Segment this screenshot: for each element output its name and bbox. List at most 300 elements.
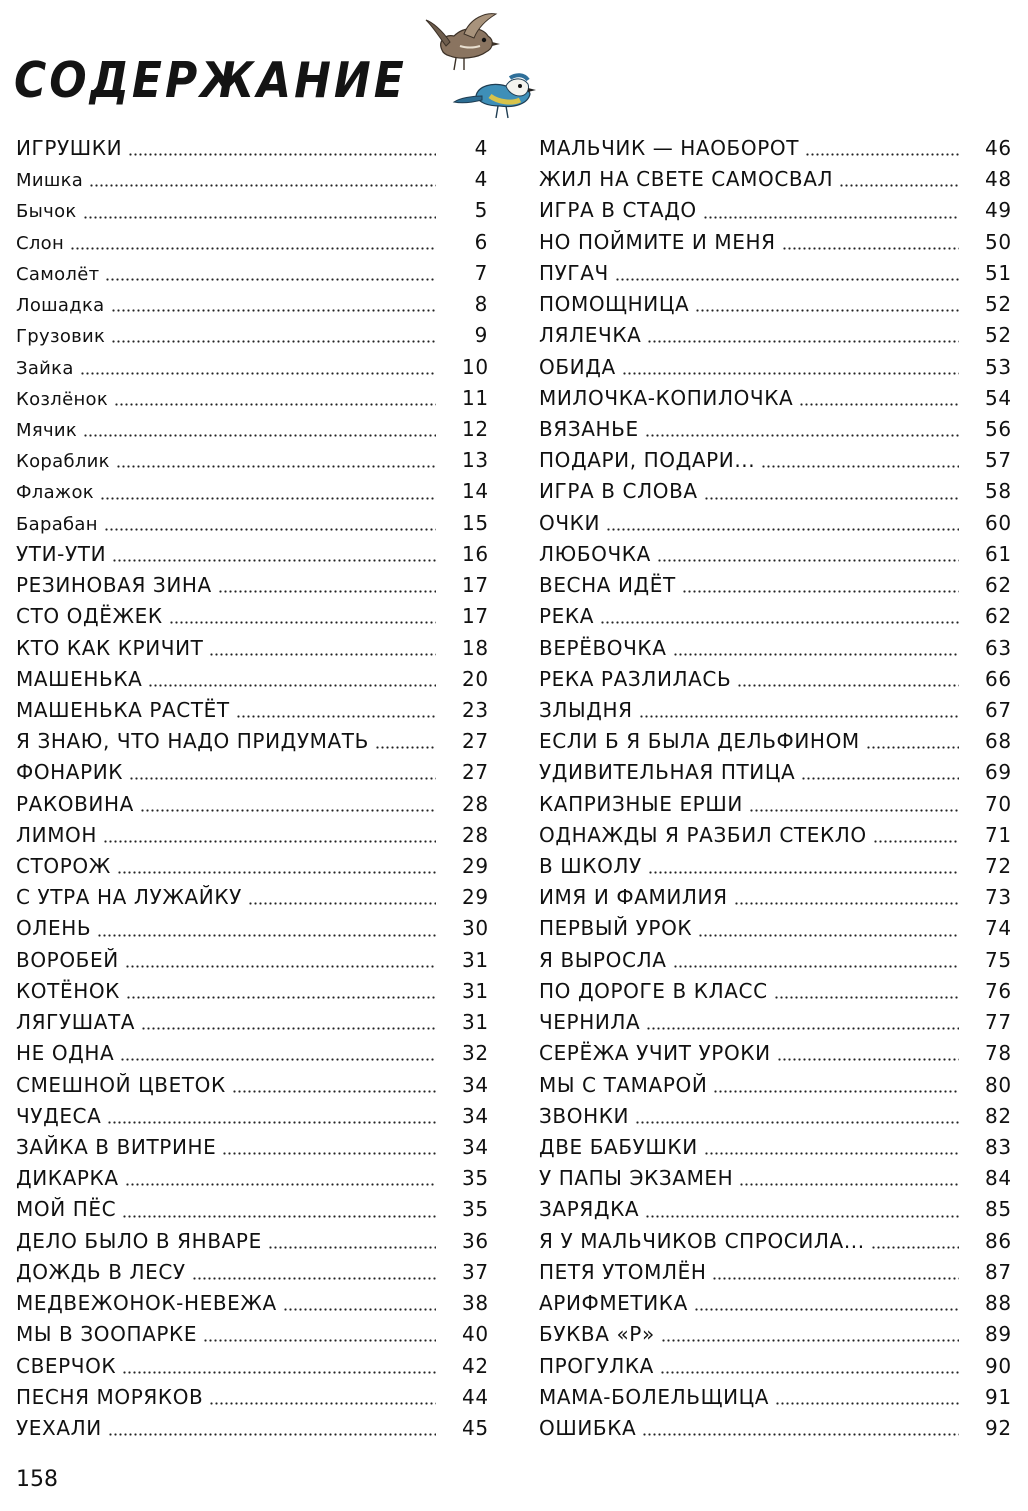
toc-dot-leader bbox=[218, 590, 436, 593]
toc-entry-title: РАКОВИНА bbox=[16, 791, 134, 816]
toc-dot-leader bbox=[89, 184, 436, 187]
toc-entry-title: РЕЗИНОВАЯ ЗИНА bbox=[16, 573, 212, 598]
toc-entry-page: 86 bbox=[985, 1228, 1012, 1253]
toc-entry bbox=[16, 1351, 488, 1382]
toc-dot-leader bbox=[866, 746, 959, 749]
toc-entry bbox=[16, 289, 488, 320]
toc-entry-title: Бычок bbox=[16, 201, 77, 223]
toc-entry-title: МАМА-БОЛЕЛЬЩИЦА bbox=[539, 1384, 770, 1409]
toc-entry-page: 77 bbox=[985, 1010, 1012, 1035]
toc-entry-title: ИГРУШКИ bbox=[16, 136, 123, 160]
toc-dot-leader bbox=[873, 840, 959, 843]
toc-entry-page: 6 bbox=[474, 229, 488, 254]
toc-dot-leader bbox=[704, 497, 959, 500]
toc-dot-leader bbox=[141, 1027, 436, 1030]
toc-entry-title: МЫ С ТАМАРОЙ bbox=[539, 1072, 708, 1097]
toc-entry bbox=[16, 1382, 488, 1413]
toc-entry-title: ВЯЗАНЬЕ bbox=[539, 416, 639, 441]
toc-entry-title: Лошадка bbox=[16, 295, 105, 317]
toc-entry-page: 16 bbox=[462, 541, 489, 566]
toc-entry-title: ЛЮБОЧКА bbox=[539, 541, 651, 566]
toc-dot-leader bbox=[871, 1246, 959, 1249]
toc-entry-title: ОЧКИ bbox=[539, 510, 601, 535]
toc-entry bbox=[16, 820, 488, 851]
toc-entry bbox=[16, 508, 488, 539]
toc-entry-title: ДОЖДЬ В ЛЕСУ bbox=[16, 1259, 186, 1284]
toc-entry-page: 62 bbox=[985, 604, 1012, 629]
toc-entry-title: Барабан bbox=[16, 513, 98, 535]
toc-dot-leader bbox=[660, 1371, 959, 1374]
toc-entry-page: 50 bbox=[985, 229, 1012, 254]
toc-entry-title: СВЕРЧОК bbox=[16, 1353, 117, 1378]
toc-entry bbox=[16, 976, 488, 1007]
toc-entry-page: 42 bbox=[462, 1353, 489, 1378]
toc-dot-leader bbox=[126, 996, 436, 999]
toc-entry-page: 78 bbox=[985, 1041, 1012, 1066]
toc-dot-leader bbox=[622, 372, 959, 375]
toc-entry bbox=[539, 664, 1011, 695]
toc-entry bbox=[539, 726, 1011, 757]
toc-entry bbox=[16, 476, 488, 507]
toc-dot-leader bbox=[639, 715, 959, 718]
toc-entry bbox=[539, 633, 1011, 664]
toc-dot-leader bbox=[192, 1277, 436, 1280]
toc-dot-leader bbox=[112, 559, 436, 562]
toc-entry-page: 29 bbox=[462, 854, 489, 879]
toc-dot-leader bbox=[645, 1215, 959, 1218]
toc-entry bbox=[16, 789, 488, 820]
toc-entry-title: ВЕРЁВОЧКА bbox=[539, 635, 667, 660]
toc-entry-title: Зайка bbox=[16, 357, 74, 379]
toc-entry-title: Слон bbox=[16, 232, 65, 254]
toc-entry-title: ДВЕ БАБУШКИ bbox=[539, 1135, 698, 1159]
toc-entry-page: 31 bbox=[462, 1010, 489, 1035]
toc-entry bbox=[539, 320, 1011, 351]
toc-entry-page: 70 bbox=[985, 791, 1012, 816]
blue-tit-illustration bbox=[454, 75, 536, 118]
toc-dot-leader bbox=[105, 278, 436, 281]
toc-entry bbox=[16, 757, 488, 788]
toc-entry-page: 58 bbox=[985, 479, 1012, 504]
toc-entry bbox=[539, 133, 1011, 164]
toc-entry-page: 5 bbox=[474, 198, 488, 223]
toc-entry-page: 49 bbox=[985, 198, 1012, 223]
toc-dot-leader bbox=[657, 559, 959, 562]
toc-dot-leader bbox=[148, 684, 436, 687]
toc-dot-leader bbox=[600, 621, 959, 624]
toc-entry bbox=[539, 1226, 1011, 1257]
toc-entry bbox=[539, 1007, 1011, 1038]
toc-entry bbox=[539, 164, 1011, 195]
toc-dot-leader bbox=[128, 153, 436, 156]
toc-dot-leader bbox=[713, 1090, 959, 1093]
toc-entry-title: БУКВА «Р» bbox=[539, 1322, 655, 1347]
toc-dot-leader bbox=[97, 934, 436, 937]
toc-dot-leader bbox=[375, 746, 436, 749]
toc-entry-title: ЕСЛИ Б Я БЫЛА ДЕЛЬФИНОМ bbox=[539, 729, 860, 754]
toc-entry bbox=[16, 664, 488, 695]
toc-dot-leader bbox=[116, 465, 436, 468]
toc-dot-leader bbox=[114, 403, 436, 406]
toc-entry bbox=[16, 1132, 488, 1163]
toc-entry bbox=[16, 414, 488, 445]
toc-entry-title: В ШКОЛУ bbox=[539, 854, 642, 879]
toc-dot-leader bbox=[140, 809, 436, 812]
toc-dot-leader bbox=[108, 1433, 436, 1436]
toc-dot-leader bbox=[646, 1027, 959, 1030]
toc-entry bbox=[16, 1007, 488, 1038]
toc-entry bbox=[539, 882, 1011, 913]
toc-dot-leader bbox=[642, 1433, 959, 1436]
toc-entry bbox=[16, 1288, 488, 1319]
toc-entry-page: 62 bbox=[985, 573, 1012, 598]
toc-dot-leader bbox=[761, 465, 959, 468]
toc-entry bbox=[16, 945, 488, 976]
toc-entry-page: 11 bbox=[462, 385, 489, 410]
toc-entry-page: 91 bbox=[985, 1384, 1012, 1409]
toc-entry-title: НО ПОЙМИТЕ И МЕНЯ bbox=[539, 229, 776, 254]
toc-entry-title: ПУГАЧ bbox=[539, 260, 609, 285]
toc-entry bbox=[539, 1163, 1011, 1194]
toc-entry-title: РЕКА bbox=[539, 604, 594, 629]
toc-dot-leader bbox=[122, 1215, 436, 1218]
toc-entry-title: ВЕСНА ИДЁТ bbox=[539, 573, 676, 598]
toc-dot-leader bbox=[236, 715, 436, 718]
toc-entry-title: ЗЛЫДНЯ bbox=[539, 697, 633, 722]
toc-entry-title: ПОДАРИ, ПОДАРИ... bbox=[539, 448, 756, 473]
toc-dot-leader bbox=[103, 840, 436, 843]
toc-entry-title: Я У МАЛЬЧИКОВ СПРОСИЛА... bbox=[539, 1228, 865, 1253]
toc-dot-leader bbox=[107, 1121, 436, 1124]
toc-entry bbox=[539, 789, 1011, 820]
toc-entry-title: ПЕРВЫЙ УРОК bbox=[539, 916, 693, 941]
toc-entry-title: СТО ОДЁЖЕК bbox=[16, 604, 163, 629]
toc-dot-leader bbox=[635, 1121, 959, 1124]
toc-entry-title: АРИФМЕТИКА bbox=[539, 1291, 688, 1316]
toc-entry bbox=[16, 133, 488, 164]
toc-entry bbox=[16, 851, 488, 882]
toc-entry bbox=[16, 726, 488, 757]
toc-entry bbox=[16, 1226, 488, 1257]
toc-entry-title: ДИКАРКА bbox=[16, 1166, 119, 1191]
toc-entry-page: 71 bbox=[985, 822, 1012, 847]
toc-entry bbox=[539, 695, 1011, 726]
toc-dot-leader bbox=[661, 1339, 959, 1342]
toc-entry-title: ЗВОНКИ bbox=[539, 1103, 630, 1128]
toc-entry bbox=[16, 1413, 488, 1444]
toc-entry-title: Мишка bbox=[16, 170, 84, 192]
toc-entry-page: 13 bbox=[462, 448, 489, 473]
toc-entry bbox=[539, 1101, 1011, 1132]
toc-entry-title: ИГРА В СТАДО bbox=[539, 198, 697, 223]
toc-entry-page: 56 bbox=[985, 416, 1012, 441]
toc-entry-page: 4 bbox=[474, 167, 488, 192]
toc-dot-leader bbox=[775, 1402, 959, 1405]
toc-dot-leader bbox=[704, 1152, 959, 1155]
toc-entry-page: 61 bbox=[985, 541, 1012, 566]
toc-entry bbox=[539, 1351, 1011, 1382]
toc-entry bbox=[16, 445, 488, 476]
toc-entry-title: МОЙ ПЁС bbox=[16, 1197, 117, 1222]
toc-entry bbox=[539, 976, 1011, 1007]
toc-dot-leader bbox=[805, 153, 959, 156]
toc-entry bbox=[16, 1163, 488, 1194]
toc-entry-title: МАШЕНЬКА РАСТЁТ bbox=[16, 697, 230, 722]
toc-entry-title: Грузовик bbox=[16, 326, 106, 348]
toc-entry-page: 51 bbox=[985, 260, 1012, 285]
toc-entry bbox=[16, 1070, 488, 1101]
toc-entry-title: МЕДВЕЖОНОК-НЕВЕЖА bbox=[16, 1291, 277, 1316]
toc-entry-title: СЕРЁЖА УЧИТ УРОКИ bbox=[539, 1041, 771, 1066]
toc-entry-page: 14 bbox=[462, 479, 489, 504]
contents-left-column bbox=[16, 133, 488, 1444]
toc-entry-title: УДИВИТЕЛЬНАЯ ПТИЦА bbox=[539, 760, 796, 785]
toc-dot-leader bbox=[125, 1183, 436, 1186]
toc-entry-page: 67 bbox=[985, 697, 1012, 722]
toc-entry-title: МАШЕНЬКА bbox=[16, 666, 143, 691]
toc-entry bbox=[16, 383, 488, 414]
toc-entry-title: ОЛЕНЬ bbox=[16, 916, 92, 941]
toc-entry-page: 48 bbox=[985, 167, 1012, 192]
toc-entry-page: 75 bbox=[985, 947, 1012, 972]
toc-entry-page: 73 bbox=[985, 885, 1012, 910]
toc-dot-leader bbox=[111, 309, 437, 312]
toc-entry bbox=[539, 445, 1011, 476]
toc-entry bbox=[16, 1257, 488, 1288]
toc-entry-title: Мячик bbox=[16, 419, 78, 441]
toc-entry-title: ДЕЛО БЫЛО В ЯНВАРЕ bbox=[16, 1228, 262, 1253]
toc-entry-title: Флажок bbox=[16, 482, 94, 504]
toc-dot-leader bbox=[117, 871, 436, 874]
toc-entry-page: 57 bbox=[985, 448, 1012, 473]
toc-dot-leader bbox=[222, 1152, 436, 1155]
toc-dot-leader bbox=[283, 1308, 436, 1311]
toc-entry-title: НЕ ОДНА bbox=[16, 1041, 115, 1066]
toc-entry-title: ПЕСНЯ МОРЯКОВ bbox=[16, 1384, 204, 1409]
toc-entry-page: 76 bbox=[985, 978, 1012, 1003]
toc-dot-leader bbox=[673, 965, 959, 968]
toc-entry-page: 34 bbox=[462, 1103, 489, 1128]
toc-dot-leader bbox=[799, 403, 959, 406]
toc-entry bbox=[16, 913, 488, 944]
toc-entry-title: ЛЯЛЕЧКА bbox=[539, 323, 642, 348]
toc-entry-title: ЗАЙКА В ВИТРИНЕ bbox=[16, 1135, 217, 1159]
toc-entry-page: 15 bbox=[462, 510, 489, 535]
toc-entry-title: ВОРОБЕЙ bbox=[16, 947, 119, 972]
toc-entry-title: ИГРА В СЛОВА bbox=[539, 479, 698, 504]
toc-entry bbox=[539, 227, 1011, 258]
toc-entry-page: 12 bbox=[462, 416, 489, 441]
toc-entry bbox=[539, 539, 1011, 570]
toc-entry-page: 20 bbox=[462, 666, 489, 691]
toc-entry-title: ОБИДА bbox=[539, 354, 616, 379]
toc-entry bbox=[16, 633, 488, 664]
toc-entry-title: КОТЁНОК bbox=[16, 978, 120, 1003]
toc-entry-page: 85 bbox=[985, 1197, 1012, 1222]
toc-entry-page: 31 bbox=[462, 947, 489, 972]
two-birds-illustration bbox=[420, 12, 550, 132]
toc-entry bbox=[539, 258, 1011, 289]
toc-entry-page: 52 bbox=[985, 323, 1012, 348]
toc-entry-page: 80 bbox=[985, 1072, 1012, 1097]
toc-entry bbox=[16, 195, 488, 226]
toc-entry bbox=[539, 570, 1011, 601]
toc-entry-title: ОШИБКА bbox=[539, 1415, 637, 1440]
toc-dot-leader bbox=[694, 1308, 959, 1311]
toc-entry-page: 34 bbox=[462, 1072, 489, 1097]
toc-entry-title: С УТРА НА ЛУЖАЙКУ bbox=[16, 885, 242, 910]
toc-entry bbox=[539, 1257, 1011, 1288]
toc-entry-title: Я ЗНАЮ, ЧТО НАДО ПРИДУМАТЬ bbox=[16, 729, 369, 754]
toc-entry bbox=[539, 195, 1011, 226]
toc-entry bbox=[539, 1132, 1011, 1163]
toc-entry-page: 63 bbox=[985, 635, 1012, 660]
toc-entry bbox=[539, 383, 1011, 414]
toc-entry bbox=[539, 913, 1011, 944]
toc-entry-title: УЕХАЛИ bbox=[16, 1415, 102, 1440]
toc-entry-page: 54 bbox=[985, 385, 1012, 410]
toc-entry-title: ЗАРЯДКА bbox=[539, 1197, 640, 1222]
toc-dot-leader bbox=[169, 621, 436, 624]
toc-dot-leader bbox=[248, 902, 436, 905]
toc-entry bbox=[16, 1038, 488, 1069]
toc-entry-page: 28 bbox=[462, 791, 489, 816]
toc-entry-page: 23 bbox=[462, 697, 489, 722]
toc-dot-leader bbox=[698, 934, 959, 937]
toc-entry-page: 10 bbox=[462, 354, 489, 379]
toc-entry-page: 46 bbox=[985, 136, 1012, 160]
toc-entry-page: 84 bbox=[985, 1166, 1012, 1191]
toc-entry-page: 74 bbox=[985, 916, 1012, 941]
toc-entry-title: ЖИЛ НА СВЕТЕ САМОСВАЛ bbox=[539, 167, 834, 192]
toc-entry-page: 92 bbox=[985, 1415, 1012, 1440]
toc-dot-leader bbox=[673, 653, 959, 656]
toc-entry bbox=[539, 289, 1011, 320]
toc-dot-leader bbox=[232, 1090, 436, 1093]
toc-entry bbox=[539, 757, 1011, 788]
toc-entry-page: 37 bbox=[462, 1259, 489, 1284]
toc-entry-title: КАПРИЗНЫЕ ЕРШИ bbox=[539, 791, 743, 816]
toc-dot-leader bbox=[209, 1402, 436, 1405]
toc-dot-leader bbox=[682, 590, 959, 593]
toc-dot-leader bbox=[125, 965, 436, 968]
toc-dot-leader bbox=[104, 528, 436, 531]
toc-dot-leader bbox=[739, 1183, 959, 1186]
toc-entry-title: ОДНАЖДЫ Я РАЗБИЛ СТЕКЛО bbox=[539, 822, 867, 847]
toc-entry bbox=[16, 320, 488, 351]
toc-entry-title: СТОРОЖ bbox=[16, 854, 111, 879]
contents-right-column bbox=[539, 133, 1011, 1444]
toc-entry-title: Я ВЫРОСЛА bbox=[539, 947, 667, 972]
toc-entry bbox=[16, 882, 488, 913]
toc-entry-page: 52 bbox=[985, 292, 1012, 317]
toc-entry bbox=[16, 1319, 488, 1350]
toc-dot-leader bbox=[203, 1339, 436, 1342]
toc-entry-title: МЫ В ЗООПАРКЕ bbox=[16, 1322, 198, 1347]
toc-entry bbox=[16, 352, 488, 383]
toc-dot-leader bbox=[209, 653, 436, 656]
toc-dot-leader bbox=[111, 340, 436, 343]
toc-entry-title: Кораблик bbox=[16, 451, 110, 473]
sparrow-illustration bbox=[426, 14, 500, 70]
toc-dot-leader bbox=[749, 809, 959, 812]
toc-dot-leader bbox=[801, 777, 959, 780]
toc-dot-leader bbox=[774, 996, 959, 999]
toc-dot-leader bbox=[120, 1058, 436, 1061]
toc-dot-leader bbox=[712, 1277, 959, 1280]
toc-entry bbox=[539, 1194, 1011, 1225]
toc-dot-leader bbox=[734, 902, 959, 905]
toc-entry-page: 35 bbox=[462, 1197, 489, 1222]
toc-entry-title: КТО КАК КРИЧИТ bbox=[16, 635, 204, 660]
toc-entry-title: ЧУДЕСА bbox=[16, 1103, 102, 1128]
toc-entry bbox=[539, 1288, 1011, 1319]
toc-entry bbox=[16, 227, 488, 258]
toc-entry bbox=[16, 539, 488, 570]
toc-entry-page: 4 bbox=[474, 136, 488, 160]
toc-entry-page: 30 bbox=[462, 916, 489, 941]
toc-dot-leader bbox=[606, 528, 959, 531]
toc-dot-leader bbox=[695, 309, 959, 312]
toc-dot-leader bbox=[782, 247, 959, 250]
toc-entry-page: 44 bbox=[462, 1384, 489, 1409]
toc-entry bbox=[16, 258, 488, 289]
toc-entry-title: ИМЯ И ФАМИЛИЯ bbox=[539, 885, 728, 910]
toc-dot-leader bbox=[615, 278, 959, 281]
toc-dot-leader bbox=[737, 684, 959, 687]
toc-entry-title: ПРОГУЛКА bbox=[539, 1353, 654, 1378]
toc-entry-page: 90 bbox=[985, 1353, 1012, 1378]
toc-entry-page: 60 bbox=[985, 510, 1012, 535]
toc-entry bbox=[539, 352, 1011, 383]
toc-entry-title: РЕКА РАЗЛИЛАСЬ bbox=[539, 666, 732, 691]
toc-entry-page: 31 bbox=[462, 978, 489, 1003]
toc-entry bbox=[539, 601, 1011, 632]
toc-entry bbox=[539, 1070, 1011, 1101]
toc-entry-page: 40 bbox=[462, 1322, 489, 1347]
toc-entry bbox=[16, 570, 488, 601]
toc-entry-page: 34 bbox=[462, 1135, 489, 1159]
toc-entry-title: Козлёнок bbox=[16, 388, 108, 410]
toc-entry bbox=[16, 601, 488, 632]
toc-dot-leader bbox=[122, 1371, 436, 1374]
toc-dot-leader bbox=[83, 434, 436, 437]
page-number: 158 bbox=[16, 1467, 58, 1492]
toc-entry-title: ПОМОЩНИЦА bbox=[539, 292, 690, 317]
toc-entry-page: 83 bbox=[985, 1135, 1012, 1159]
toc-entry-page: 8 bbox=[474, 292, 488, 317]
toc-entry bbox=[16, 695, 488, 726]
toc-entry bbox=[539, 414, 1011, 445]
toc-entry-page: 27 bbox=[462, 760, 489, 785]
toc-dot-leader bbox=[648, 871, 959, 874]
toc-entry-page: 27 bbox=[462, 729, 489, 754]
toc-entry bbox=[539, 1382, 1011, 1413]
toc-entry bbox=[16, 1194, 488, 1225]
toc-entry bbox=[539, 820, 1011, 851]
toc-entry-title: ФОНАРИК bbox=[16, 760, 124, 785]
toc-dot-leader bbox=[70, 247, 436, 250]
toc-entry-page: 66 bbox=[985, 666, 1012, 691]
toc-entry bbox=[539, 476, 1011, 507]
toc-entry-title: ПЕТЯ УТОМЛЁН bbox=[539, 1259, 707, 1284]
toc-entry-page: 9 bbox=[474, 323, 488, 348]
toc-entry-page: 69 bbox=[985, 760, 1012, 785]
toc-entry bbox=[539, 851, 1011, 882]
toc-entry bbox=[539, 945, 1011, 976]
toc-dot-leader bbox=[80, 372, 436, 375]
toc-dot-leader bbox=[100, 497, 436, 500]
